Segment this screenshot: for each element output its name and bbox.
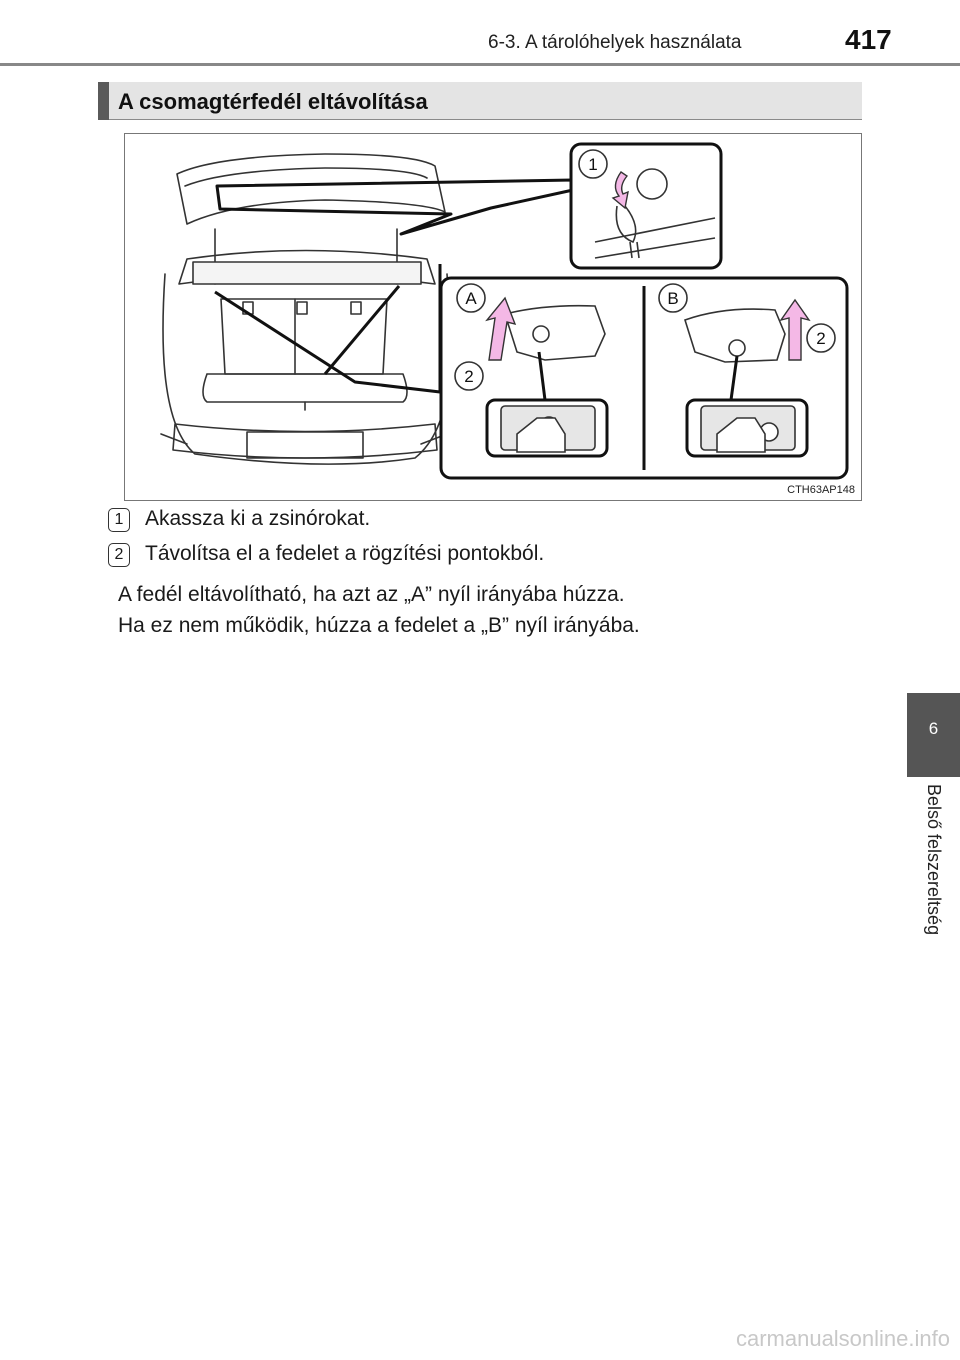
label-a: A [465, 289, 477, 308]
section-heading-text: A csomagtérfedél eltávolítása [118, 89, 428, 114]
step-1-number: 1 [108, 508, 130, 532]
step-2-number: 2 [108, 543, 130, 567]
header-divider [0, 63, 960, 66]
callout-2a-label: 2 [464, 367, 474, 386]
chapter-tab[interactable] [907, 693, 960, 777]
note-line-1: A fedél eltávolítható, ha azt az „A” nyíl irányába húzza. [118, 583, 625, 606]
luggage-cover-illustration [124, 133, 862, 501]
note-line-2: Ha ez nem működik, húzza a fedelet a „B” nyíl irányába. [118, 614, 640, 637]
heading-accent-bar [98, 82, 109, 120]
callout-1-label: 1 [588, 155, 598, 174]
page-number: 417 [845, 24, 892, 55]
section-heading [98, 82, 862, 120]
step-2-text: Távolítsa el a fedelet a rögzítési pontokból. [145, 542, 545, 565]
step-1-text: Akassza ki a zsinórokat. [145, 507, 371, 530]
illustration-drawing [125, 134, 863, 502]
header-section-title: 6-3. A tárolóhelyek használata [488, 32, 742, 53]
chapter-number: 6 [928, 719, 939, 738]
page-header [0, 0, 960, 70]
callout-2b-label: 2 [816, 329, 826, 348]
chapter-label: Belső felszereltség [924, 784, 944, 936]
illustration-code: CTH63AP148 [787, 484, 855, 496]
car-rear-drawing [161, 154, 450, 464]
label-b: B [667, 289, 679, 308]
watermark-text: carmanualsonline.info [735, 1326, 950, 1351]
